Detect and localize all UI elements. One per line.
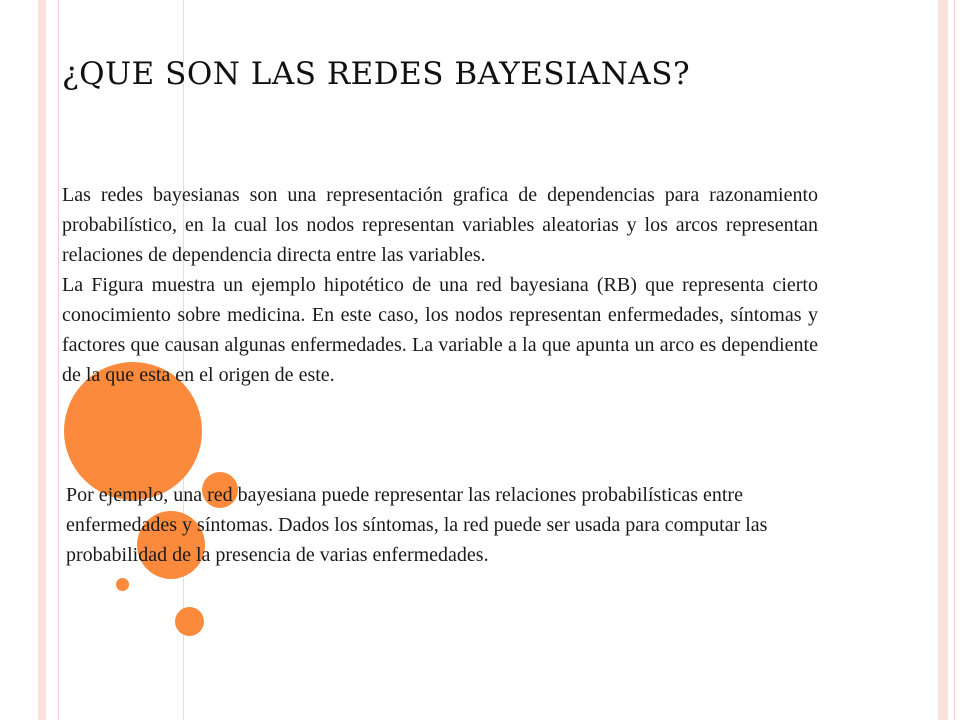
slide-title: ¿QUE SON LAS REDES BAYESIANAS? [62,56,691,92]
paragraph-example: Por ejemplo, una red bayesiana puede representar las relaciones probabilísticas entre enfermedades y síntomas. Dados los síntomas, la red puede ser usada para computar las probabilidad de la presencia de varias enfermedades. [66,484,768,566]
decorative-stripe-left [38,0,46,720]
decorative-line-right [954,0,955,720]
decorative-circle-xsmall [175,607,204,636]
paragraph-definition: Las redes bayesianas son una representación grafica de dependencias para razonamiento probabilístico, en la cual los nodos representan variables aleatorias y los arcos representan relaciones de dependencia directa entre las variables. [62,184,818,266]
paragraph-figure-description: La Figura muestra un ejemplo hipotético de una red bayesiana (RB) que representa cierto conocimiento sobre medicina. En este caso, los nodos representan enfermedades, síntomas y factores que causan algunas enfermedades. La variable a la que apunta un arco es dependiente de la que esta en el origen de este. [62,274,818,386]
decorative-circle-tiny [116,578,129,591]
slide-body [62,180,818,390]
decorative-stripe-right [938,0,948,720]
decorative-line-left [58,0,59,720]
